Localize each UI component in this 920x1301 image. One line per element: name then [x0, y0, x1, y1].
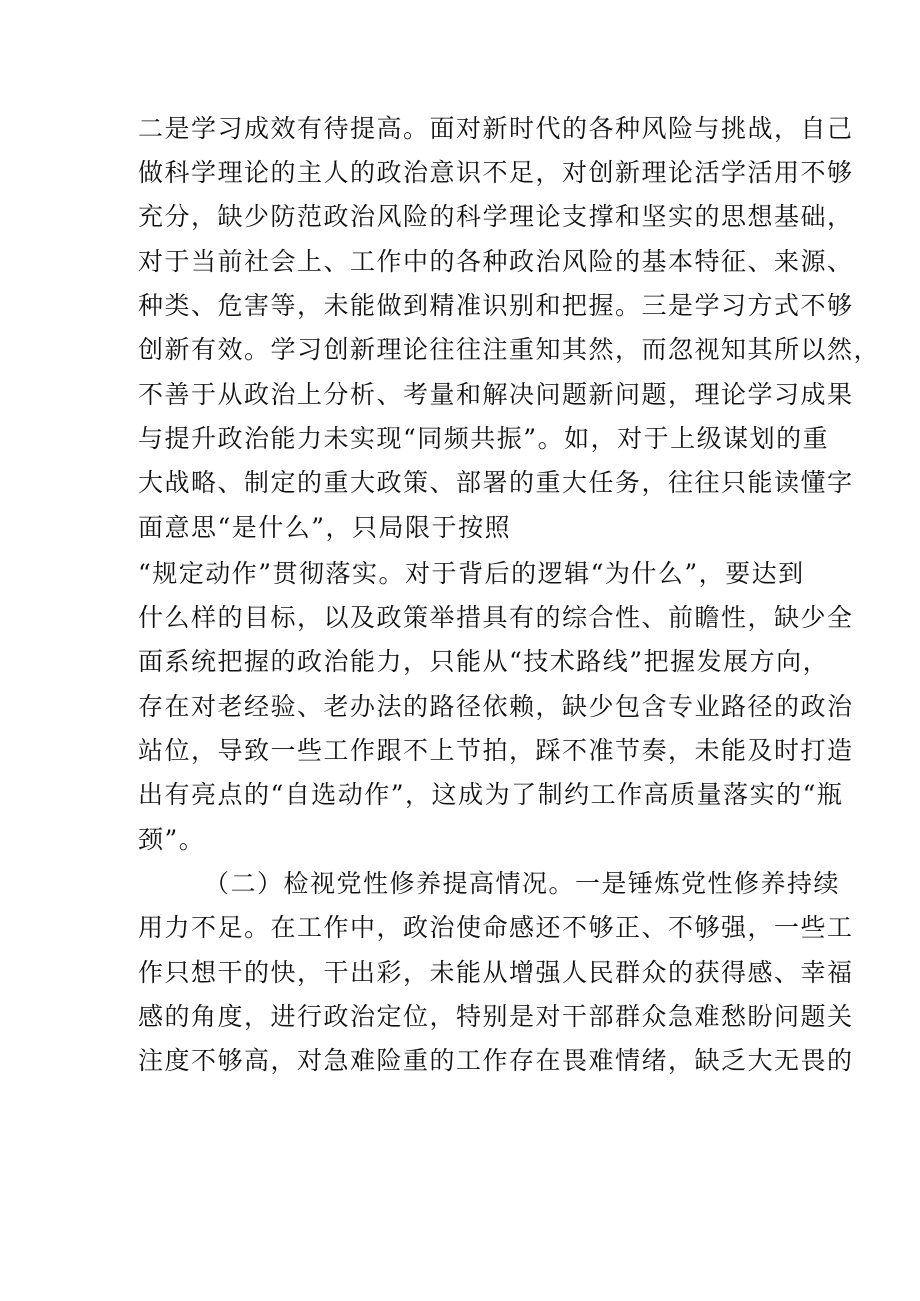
text-line: 二是学习成效有待提高。面对新时代的各种风险与挑战，自己	[138, 114, 854, 143]
section-heading-line: （二）检视党性修养提高情况。一是锤炼党性修养持续	[204, 869, 841, 898]
text-line: 感的角度，进行政治定位，特别是对干部群众急难愁盼问题关	[138, 1002, 854, 1031]
text-line: 创新有效。学习创新理论往往注重知其然，而忽视知其所以然，	[138, 335, 881, 364]
text-line: 不善于从政治上分析、考量和解决问题新问题，理论学习成果	[138, 380, 854, 409]
text-line: 存在对老经验、老办法的路径依赖，缺少包含专业路径的政治	[138, 692, 854, 721]
text-line: 对于当前社会上、工作中的各种政治风险的基本特征、来源、	[138, 247, 854, 276]
text-line: 做科学理论的主人的政治意识不足，对创新理论活学活用不够	[138, 158, 854, 187]
text-line: “规定动作”贯彻落实。对于背后的逻辑“为什么”，要达到	[138, 559, 805, 588]
text-line: 出有亮点的“自选动作”，这成为了制约工作高质量落实的“瓶	[138, 780, 844, 809]
text-line: 颈”。	[138, 825, 206, 854]
text-line: 作只想干的快，干出彩，未能从增强人民群众的获得感、幸福	[138, 958, 854, 987]
text-line: 种类、危害等，未能做到精准识别和把握。三是学习方式不够	[138, 291, 854, 320]
text-line: 什么样的目标，以及政策举措具有的综合性、前瞻性，缺少全	[138, 603, 854, 632]
text-line: 注度不够高，对急难险重的工作存在畏难情绪，缺乏大无畏的	[138, 1046, 854, 1075]
text-line: 充分，缺少防范政治风险的科学理论支撑和坚实的思想基础，	[138, 202, 854, 231]
text-line: 面意思“是什么”，只局限于按照	[138, 513, 512, 542]
text-line: 大战略、制定的重大政策、部署的重大任务，往往只能读懂字	[138, 468, 854, 497]
text-line: 用力不足。在工作中，政治使命感还不够正、不够强，一些工	[138, 913, 854, 942]
text-line: 面系统把握的政治能力，只能从“技术路线”把握发展方向，	[138, 647, 830, 676]
text-line: 站位，导致一些工作跟不上节拍，踩不准节奏，未能及时打造	[138, 736, 854, 765]
text-line: 与提升政治能力未实现“同频共振”。如，对于上级谋划的重	[138, 424, 830, 453]
